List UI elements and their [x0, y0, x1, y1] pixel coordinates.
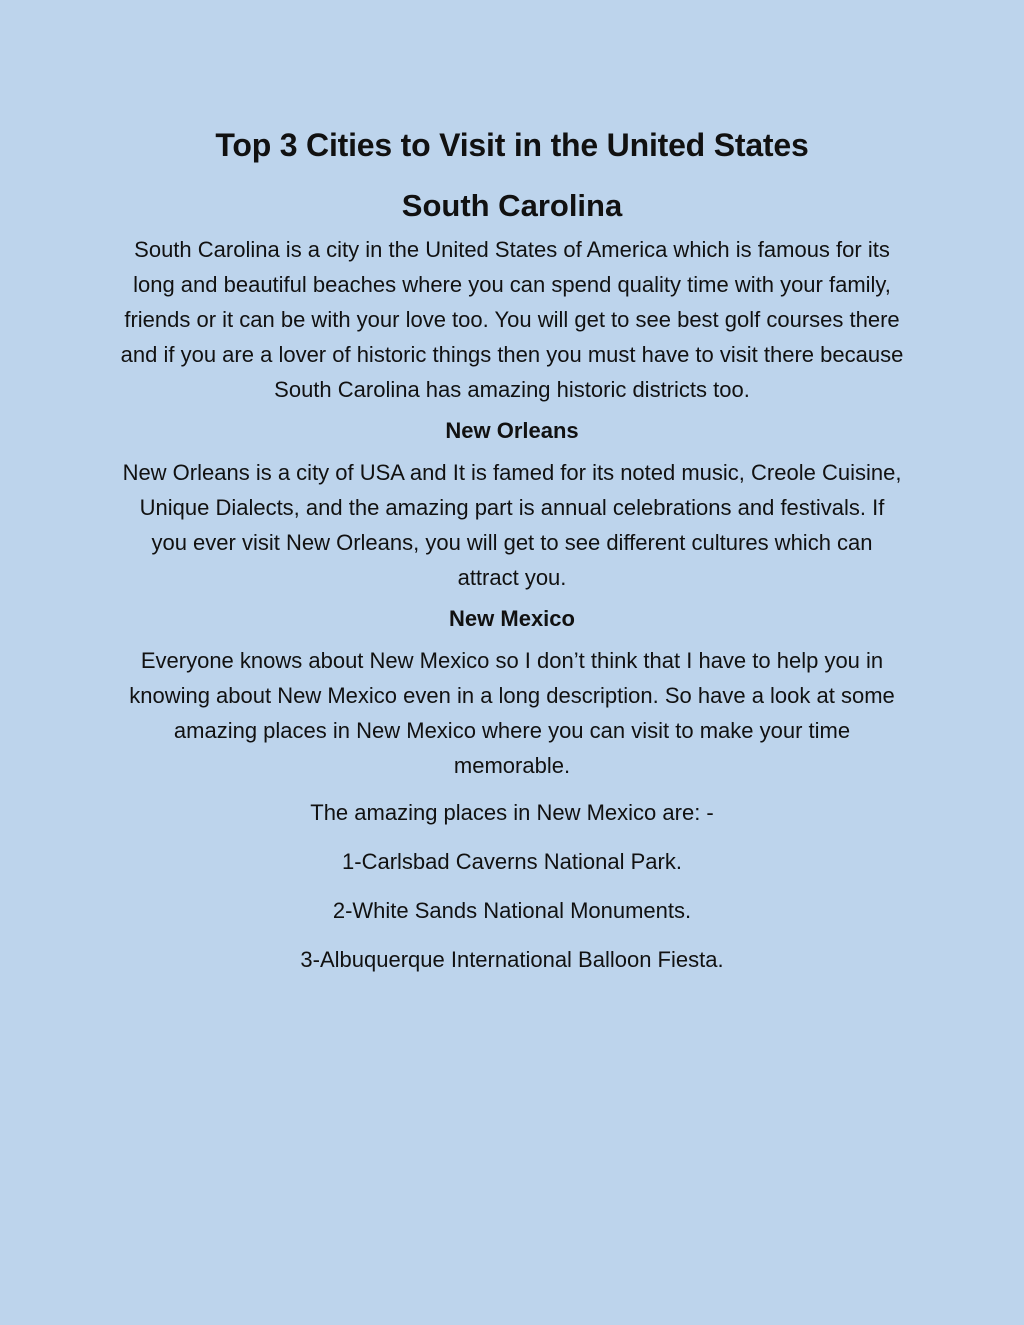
section-heading-new-mexico: New Mexico [449, 606, 575, 631]
section-heading-south-carolina: South Carolina [401, 188, 623, 223]
section-heading-new-orleans: New Orleans [445, 418, 579, 443]
place-item: 1-Carlsbad Caverns National Park. [342, 849, 682, 874]
section-body-new-mexico: Everyone knows about New Mexico so I don’t think that I have to help you in knowing about New Mexico even in a long description. So have a look at some amazing places in New Mexico where you can visit to make your time memorable. [129, 648, 895, 778]
document-content [120, 124, 904, 977]
section-body-south-carolina: South Carolina is a city in the United States of America which is famous for its long and beautiful beaches where you can spend quality time with your family, friends or it can be with your love too. You will get to see best golf courses there and if you are a lover of historic things then you must have to visit there because South Carolina has amazing historic districts too. [120, 237, 904, 402]
page-title: Top 3 Cities to Visit in the United States [215, 127, 809, 163]
place-item: 3-Albuquerque International Balloon Fiesta. [300, 947, 724, 972]
place-item: 2-White Sands National Monuments. [332, 898, 692, 923]
section-body-new-orleans: New Orleans is a city of USA and It is famed for its noted music, Creole Cuisine, Unique Dialects, and the amazing part is annual celebrations and festivals. If you ever visit New Orleans, you will get to see different cultures which can attract you. [122, 460, 902, 590]
places-intro: The amazing places in New Mexico are: - [310, 800, 714, 825]
